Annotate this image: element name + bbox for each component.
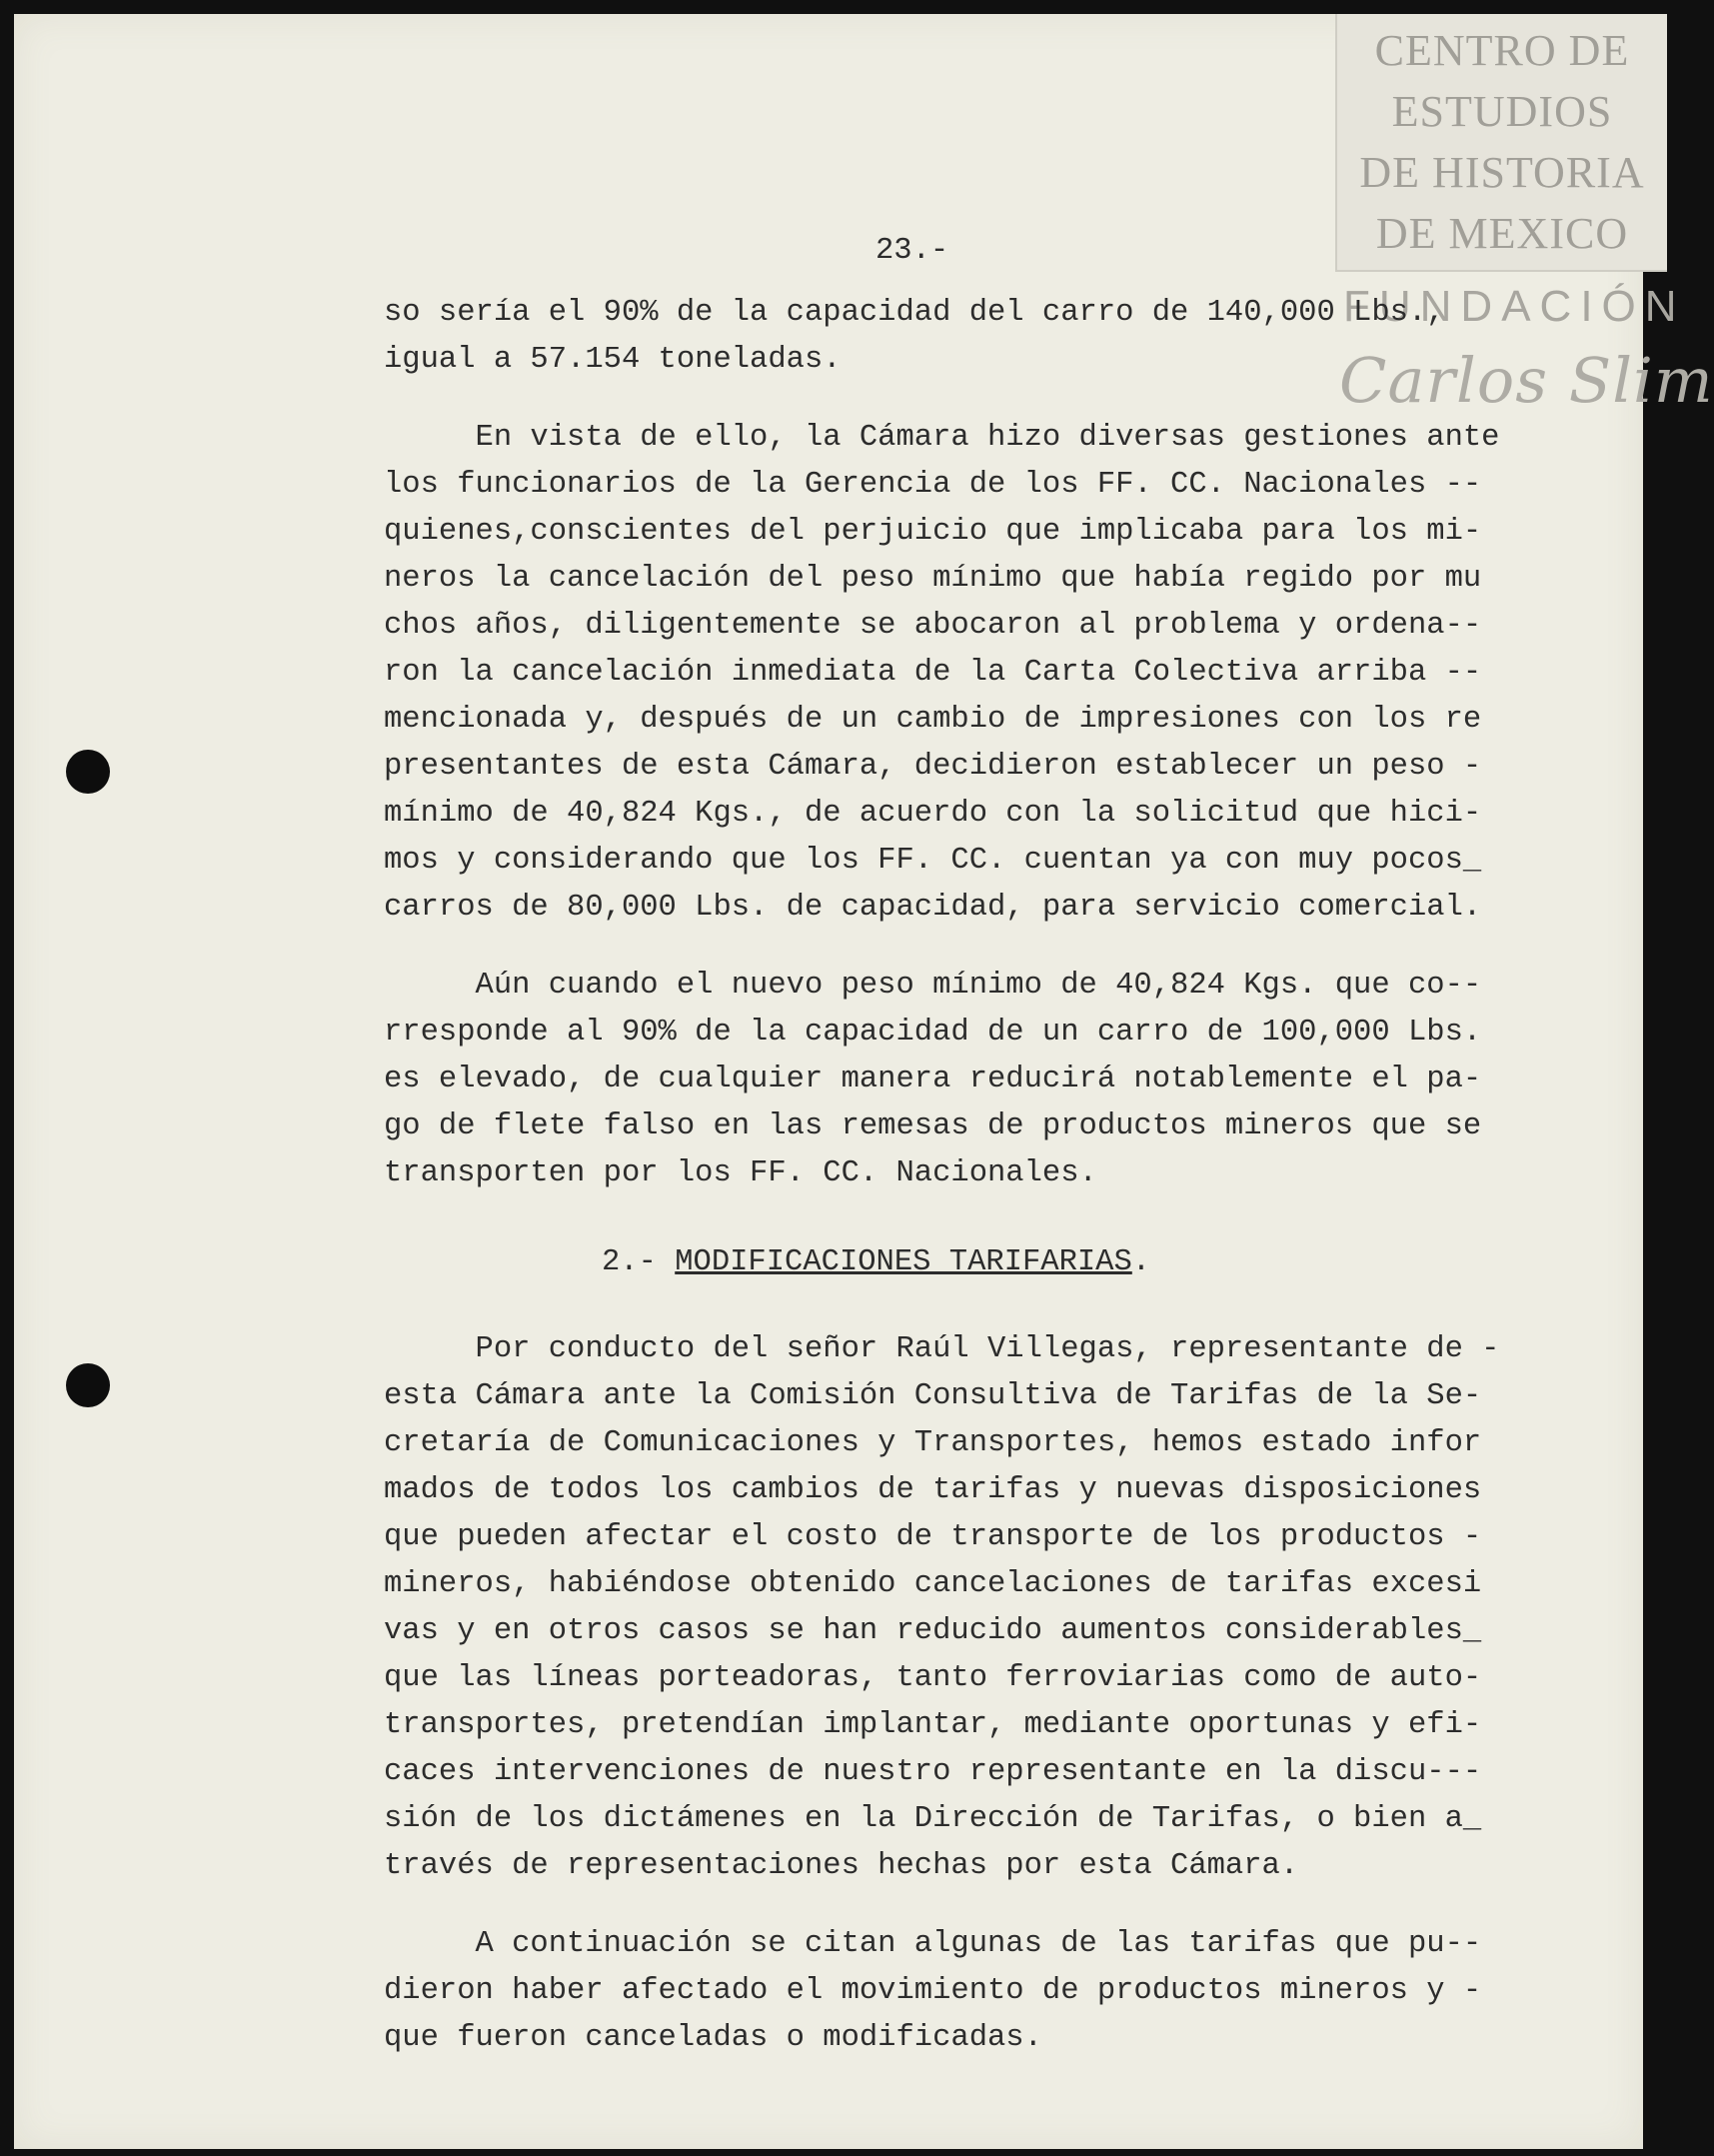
text-line: presentantes de esta Cámara, decidieron establecer un peso - xyxy=(384,750,1482,784)
text-line: Aún cuando el nuevo peso mínimo de 40,824 Kgs. que co-- xyxy=(384,969,1482,1003)
text-line: mineros, habiéndose obtenido cancelaciones de tarifas excesi xyxy=(384,1567,1482,1601)
text-line: mencionada y, después de un cambio de impresiones con los re xyxy=(384,703,1482,737)
text-line: que las líneas porteadoras, tanto ferroviarias como de auto- xyxy=(384,1661,1482,1695)
document-page xyxy=(14,14,1714,2149)
text-line: so sería el 90% de la capacidad del carro de 140,000 Lbs., xyxy=(384,296,1445,330)
text-line: que pueden afectar el costo de transporte de los productos - xyxy=(384,1520,1482,1554)
text-line: neros la cancelación del peso mínimo que había regido por mu xyxy=(384,562,1482,596)
institution-line: CENTRO DE xyxy=(1374,26,1630,75)
page-number: 23.- xyxy=(875,234,949,268)
text-line: mos y considerando que los FF. CC. cuentan ya con muy pocos_ xyxy=(384,844,1482,878)
text-line: quienes,conscientes del perjuicio que implicaba para los mi- xyxy=(384,515,1482,549)
text-line: mados de todos los cambios de tarifas y nuevas disposiciones xyxy=(384,1473,1482,1507)
text-line: transportes, pretendían implantar, mediante oportunas y efi- xyxy=(384,1708,1482,1742)
text-line: caces intervenciones de nuestro representante en la discu--- xyxy=(384,1755,1482,1789)
text-line: ron la cancelación inmediata de la Carta Colectiva arriba -- xyxy=(384,656,1482,690)
punch-hole xyxy=(66,1363,110,1407)
text-line: que fueron canceladas o modificadas. xyxy=(384,2021,1042,2055)
text-line: chos años, diligentemente se abocaron al problema y ordena-- xyxy=(384,609,1482,643)
text-line: En vista de ello, la Cámara hizo diversas gestiones ante xyxy=(384,421,1500,455)
text-line: igual a 57.154 toneladas. xyxy=(384,343,842,377)
text-line: cretaría de Comunicaciones y Transportes, hemos estado infor xyxy=(384,1426,1482,1460)
text-line: transporten por los FF. CC. Nacionales. xyxy=(384,1156,1097,1190)
text-line: través de representaciones hechas por esta Cámara. xyxy=(384,1849,1299,1883)
institution-line: ESTUDIOS xyxy=(1391,87,1613,136)
text-line: rresponde al 90% de la capacidad de un carro de 100,000 Lbs. xyxy=(384,1016,1482,1050)
text-line: carros de 80,000 Lbs. de capacidad, para servicio comercial. xyxy=(384,891,1482,925)
text-line: vas y en otros casos se han reducido aumentos considerables_ xyxy=(384,1614,1482,1648)
text-line: A continuación se citan algunas de las tarifas que pu-- xyxy=(384,1927,1482,1961)
institution-name xyxy=(1337,20,1667,264)
text-line: los funcionarios de la Gerencia de los FF. CC. Nacionales -- xyxy=(384,468,1482,502)
text-line: es elevado, de cualquier manera reducirá notablemente el pa- xyxy=(384,1063,1482,1096)
text-line: go de flete falso en las remesas de productos mineros que se xyxy=(384,1109,1482,1143)
section-heading: 2.- MODIFICACIONES TARIFARIAS. xyxy=(602,1245,1151,1279)
archive-stamp xyxy=(1335,14,1667,272)
text-line: sión de los dictámenes en la Dirección de Tarifas, o bien a_ xyxy=(384,1802,1482,1836)
institution-line: DE MEXICO xyxy=(1375,209,1629,258)
punch-hole xyxy=(66,750,110,794)
institution-line: DE HISTORIA xyxy=(1359,148,1645,197)
text-line: Por conducto del señor Raúl Villegas, representante de - xyxy=(384,1332,1500,1366)
text-line: esta Cámara ante la Comisión Consultiva de Tarifas de la Se- xyxy=(384,1379,1482,1413)
signature-watermark: Carlos Slim xyxy=(1339,344,1714,417)
text-line: mínimo de 40,824 Kgs., de acuerdo con la solicitud que hici- xyxy=(384,797,1482,831)
text-line: dieron haber afectado el movimiento de productos mineros y - xyxy=(384,1974,1482,2008)
foundation-label: FUNDACIÓN xyxy=(1343,282,1686,331)
